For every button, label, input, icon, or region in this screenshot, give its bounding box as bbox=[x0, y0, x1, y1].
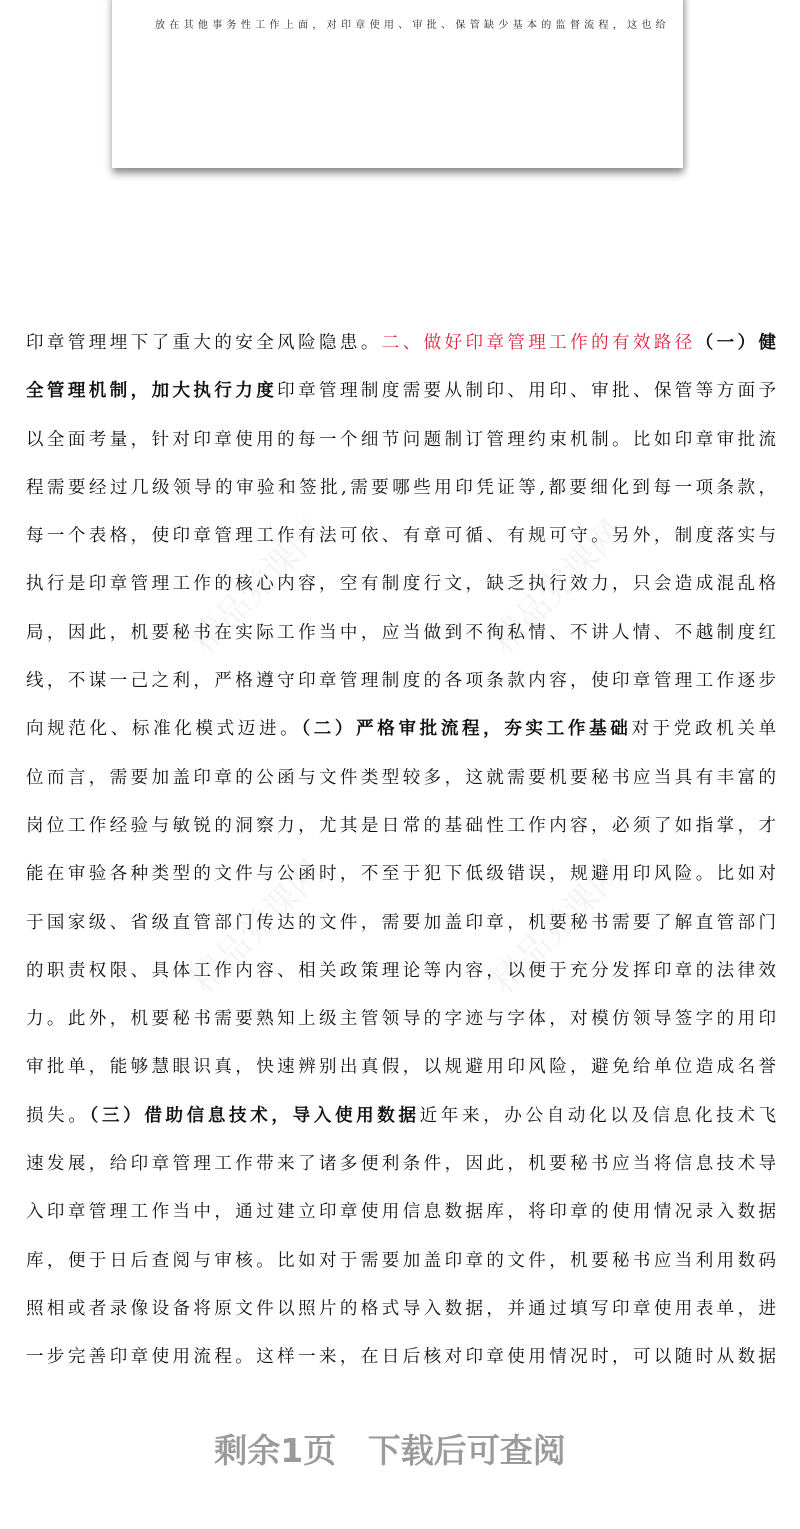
body-text-segment: 线，不谋一己之利，严格遵守印章管理制度的各项条款内容，使印章管理工作逐步 bbox=[26, 671, 776, 692]
body-text-segment: 每一个表格，使印章管理工作有法可依、有章可循、有规可守。另外，制度落实与 bbox=[26, 526, 776, 547]
subsection-heading: （二）严格审批流程，夯实工作基础 bbox=[301, 719, 632, 740]
text-line bbox=[26, 1103, 776, 1151]
document-body bbox=[26, 330, 776, 1393]
watermark: 精品党课网 bbox=[183, 512, 332, 662]
body-text-segment: 向规范化、标准化模式迈进。 bbox=[26, 719, 302, 740]
watermark: 精品党课网 bbox=[183, 852, 332, 1002]
body-text-segment: 执行是印章管理工作的核心内容，空有制度行文，缺乏执行效力，只会造成混乱格 bbox=[26, 574, 776, 595]
body-text-segment: 的职责权限、具体工作内容、相关政策理论等内容，以便于充分发挥印章的法律效 bbox=[26, 960, 776, 981]
watermark: 精品党课网 bbox=[483, 852, 632, 1002]
body-text-segment: 一步完善印章使用流程。这样一来，在日后核对印章使用情况时，可以随时从数据 bbox=[26, 1347, 776, 1368]
body-text-segment: 印章管理埋下了重大的安全风险隐患。 bbox=[26, 333, 382, 353]
subsection-heading: （一）健 bbox=[695, 333, 777, 353]
preview-text-line: 放在其他事务性工作上面，对印章使用、审批、保管缺少基本的监督流程，这也给 bbox=[155, 20, 667, 31]
text-line bbox=[26, 716, 776, 764]
body-text-segment: 能在审验各种类型的文件与公函时，不至于犯下低级错误，规避用印风险。比如对 bbox=[26, 864, 776, 885]
body-text-segment: 对于党政机关单 bbox=[631, 719, 777, 740]
body-text-segment: 局，因此，机要秘书在实际工作当中，应当做到不徇私情、不讲人情、不越制度红 bbox=[26, 622, 776, 643]
body-text-segment: 损失。 bbox=[26, 1105, 90, 1126]
text-line bbox=[26, 427, 776, 475]
text-line bbox=[26, 1006, 776, 1054]
text-line bbox=[26, 813, 776, 861]
text-line bbox=[26, 1199, 776, 1247]
body-text-segment: 印章管理制度需要从制印、用印、审批、保管等方面予 bbox=[277, 381, 777, 402]
text-line bbox=[26, 330, 776, 378]
body-text-segment: 岗位工作经验与敏锐的洞察力，尤其是日常的基础性工作内容，必须了如指掌，才 bbox=[26, 815, 776, 836]
body-text-segment: 审批单，能够慧眼识真，快速辨别出真假，以规避用印风险，避免给单位造成名誉 bbox=[26, 1057, 776, 1078]
section-heading: 二、做好印章管理工作的有效路径 bbox=[381, 333, 696, 353]
text-line bbox=[26, 861, 776, 909]
body-text-segment: 库，便于日后查阅与审核。比如对于需要加盖印章的文件，机要秘书应当利用数码 bbox=[26, 1250, 776, 1271]
text-line bbox=[26, 910, 776, 958]
text-line bbox=[26, 1151, 776, 1199]
text-line bbox=[26, 958, 776, 1006]
text-line bbox=[26, 523, 776, 571]
body-text-segment: 近年来，办公自动化以及信息化技术飞 bbox=[419, 1105, 777, 1126]
subsection-heading: 全管理机制，加大执行力度 bbox=[26, 381, 278, 402]
text-line bbox=[26, 1344, 776, 1392]
subsection-heading: （三）借助信息技术，导入使用数据 bbox=[89, 1105, 420, 1126]
body-text-segment: 位而言，需要加盖印章的公函与文件类型较多，这就需要机要秘书应当具有丰富的 bbox=[26, 767, 776, 788]
body-text-segment: 力。此外，机要秘书需要熟知上级主管领导的字迹与字体，对模仿领导签字的用印 bbox=[26, 1009, 776, 1030]
text-line bbox=[26, 1296, 776, 1344]
body-text-segment: 照相或者录像设备将原文件以照片的格式导入数据，并通过填写印章使用表单，进 bbox=[26, 1298, 776, 1319]
text-line bbox=[26, 620, 776, 668]
text-line bbox=[26, 668, 776, 716]
text-line bbox=[26, 765, 776, 813]
previous-page-preview bbox=[112, 0, 683, 168]
body-text-segment: 入印章管理工作当中，通过建立印章使用信息数据库，将印章的使用情况录入数据 bbox=[26, 1202, 776, 1223]
body-text-segment: 于国家级、省级直管部门传达的文件，需要加盖印章，机要秘书需要了解直管部门 bbox=[26, 912, 776, 933]
download-to-view-remaining-button[interactable]: 剩余1页 下载后可查阅 bbox=[214, 1431, 566, 1470]
watermark: 精品党课网 bbox=[483, 512, 632, 662]
text-line bbox=[26, 475, 776, 523]
body-text-segment: 以全面考量，针对印章使用的每一个细节问题制订管理约束机制。比如印章审批流 bbox=[26, 429, 776, 450]
body-text-segment: 速发展，给印章管理工作带来了诸多便利条件，因此，机要秘书应当将信息技术导 bbox=[26, 1154, 776, 1175]
text-line bbox=[26, 1248, 776, 1296]
text-line bbox=[26, 571, 776, 619]
body-text-segment: 程需要经过几级领导的审验和签批,需要哪些用印凭证等,都要细化到每一项条款， bbox=[26, 477, 776, 498]
text-line bbox=[26, 1054, 776, 1102]
text-line bbox=[26, 378, 776, 426]
